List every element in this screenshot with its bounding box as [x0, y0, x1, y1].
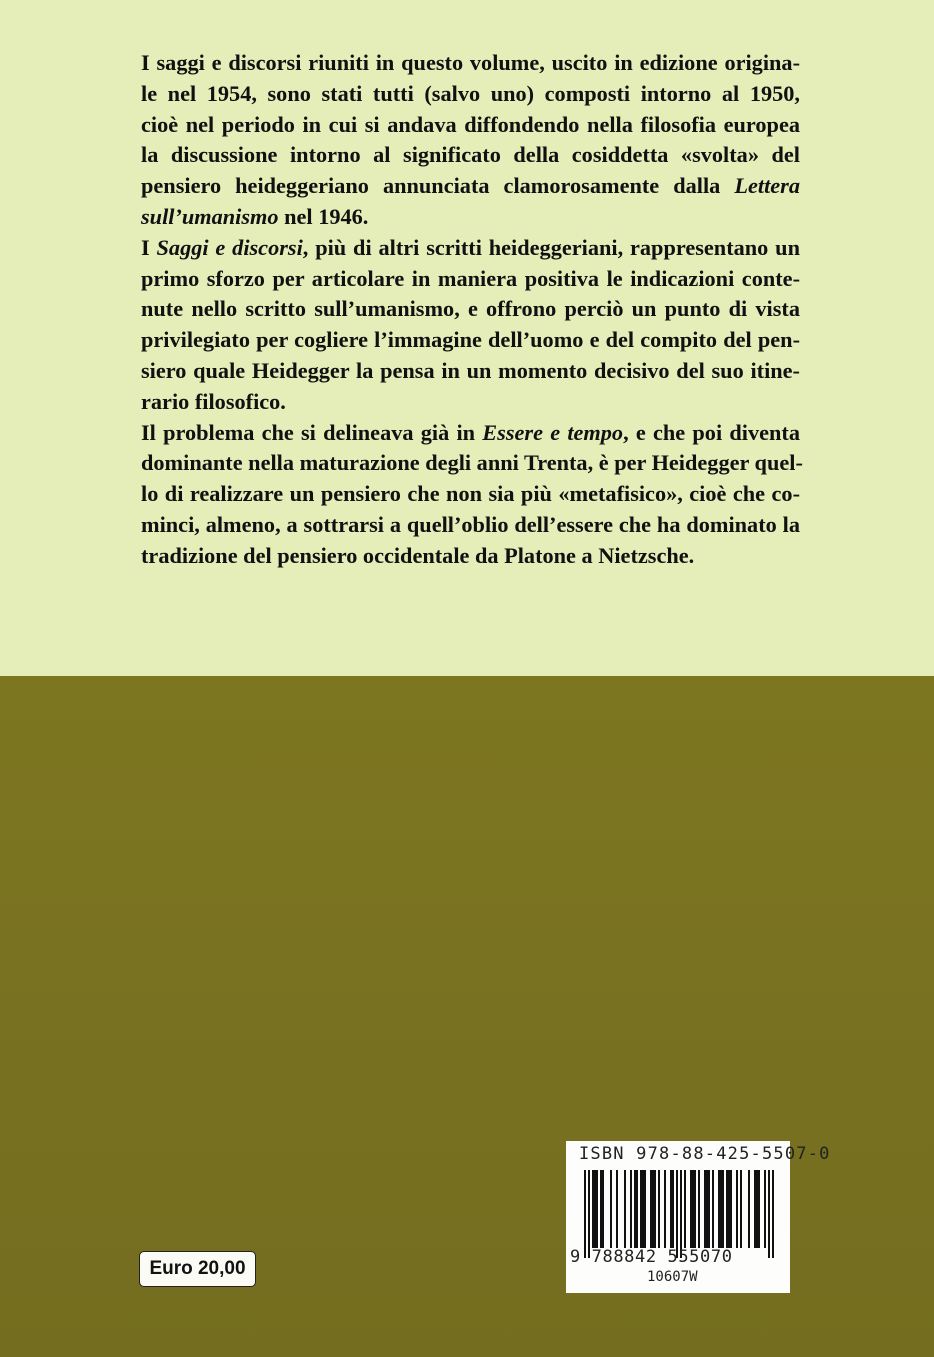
blurb-p2-line-3: nute nello scritto sull’umanismo, e offrono perciò un punto di vista: [141, 296, 800, 322]
isbn-barcode-label: [566, 1141, 831, 1293]
barcode-bar: [704, 1170, 706, 1248]
blurb-p2-line-2: primo sforzo per articolare in maniera positiva le indicazioni conte-: [141, 265, 800, 291]
barcode-bar: [708, 1170, 710, 1248]
barcode-bar: [672, 1170, 674, 1248]
blurb-p3-line-5: tradizione del pensiero occidentale da Platone a Nietzsche.: [141, 542, 695, 568]
barcode-bar: [736, 1170, 738, 1248]
barcode-bar: [694, 1170, 696, 1248]
book-title-lettera: Lettera: [734, 173, 800, 199]
isbn-number: ISBN 978-88-425-5507-0: [579, 1144, 831, 1164]
blurb-p2-line-1: [141, 233, 800, 264]
barcode-bar: [588, 1170, 590, 1258]
blurb-p3-line-1: [141, 418, 800, 449]
barcode-bar: [596, 1170, 598, 1248]
barcode-bar: [636, 1170, 638, 1248]
barcode-bar: [634, 1170, 636, 1248]
barcode-bar: [676, 1170, 678, 1258]
barcode-bar: [764, 1170, 766, 1248]
barcode-bar: [748, 1170, 750, 1248]
blurb-p1-line-6-text: nel 1946.: [278, 203, 369, 229]
barcode-bar: [600, 1170, 602, 1248]
barcode-bar: [642, 1170, 644, 1248]
barcode-bar: [740, 1170, 742, 1248]
inventory-code: 10607W: [647, 1269, 698, 1285]
blurb-p3-line-4: minci, almeno, a sottrarsi a quell’oblio dell’essere che ha dominato la: [141, 511, 800, 537]
barcode-bar: [644, 1170, 646, 1248]
blurb-p1-line-5-text: pensiero heideggeriano annunciata clamorosamente dalla: [141, 173, 735, 199]
barcode-bar: [670, 1170, 672, 1248]
barcode-bar: [616, 1170, 618, 1248]
blurb-p2-line-6: rario filosofico.: [141, 388, 286, 414]
barcode-bar: [772, 1170, 774, 1258]
barcode-bar: [584, 1170, 586, 1258]
back-cover-blurb: [141, 48, 803, 572]
barcode-bar: [640, 1170, 642, 1248]
barcode-bar: [720, 1170, 722, 1248]
book-title-essere: Essere e tempo: [482, 419, 624, 445]
barcode-bar: [698, 1170, 700, 1248]
barcode-bar: [652, 1170, 654, 1248]
barcode-bar: [718, 1170, 720, 1248]
barcode-bar: [690, 1170, 692, 1248]
blurb-p1-line-2: le nel 1954, sono stati tutti (salvo uno) composti intorno al 1950,: [141, 80, 800, 106]
blurb-p2-line-4: privilegiato per cogliere l’immagine dell’uomo e del compito del pen-: [141, 327, 800, 353]
barcode-bar: [650, 1170, 652, 1248]
barcode-bar: [624, 1170, 626, 1248]
barcode-bar: [664, 1170, 666, 1248]
barcode-bar: [692, 1170, 694, 1248]
blurb-p1-line-1: I saggi e discorsi riuniti in questo volume, uscito in edizione origina-: [141, 50, 800, 75]
blurb-p3-line-2: dominante nella maturazione degli anni Trenta, è per Heidegger quel-: [141, 450, 803, 476]
barcode-bar: [602, 1170, 604, 1248]
barcode-bar: [722, 1170, 724, 1248]
blurb-p1-line-4: la discussione intorno al significato della cosiddetta «svolta» del: [141, 142, 800, 168]
blurb-p3-line-1-end: , e che poi diventa: [623, 419, 800, 445]
price-label: Euro 20,00: [139, 1251, 256, 1287]
barcode-bar: [610, 1170, 612, 1248]
barcode-bar: [756, 1170, 758, 1248]
book-title-saggi: Saggi e discorsi: [156, 234, 303, 260]
barcode-bar: [706, 1170, 708, 1248]
blurb-p1-line-5: [141, 171, 800, 202]
barcode-bar: [654, 1170, 656, 1248]
blurb-p3-line-3: lo di realizzare un pensiero che non sia più «metafisico», cioè che co-: [141, 481, 800, 507]
blurb-p2-line-5: siero quale Heidegger la pensa in un momento decisivo del suo itine-: [141, 357, 800, 383]
barcode-bar: [728, 1170, 730, 1248]
barcode-bar: [712, 1170, 714, 1248]
barcode-bar: [594, 1170, 596, 1248]
barcode-bar: [658, 1170, 660, 1248]
blurb-p1-line-6: [141, 202, 800, 233]
barcode-bar: [730, 1170, 732, 1248]
barcode-bar: [754, 1170, 756, 1248]
barcode-bar: [768, 1170, 770, 1258]
book-title-umanismo: sull’umanismo: [141, 203, 279, 229]
barcode-bar: [592, 1170, 594, 1248]
blurb-p3-line-1-start: Il problema che si delineava già in: [141, 419, 483, 445]
barcode-bar: [684, 1170, 686, 1248]
barcode-bar: [630, 1170, 632, 1248]
barcode-bar: [680, 1170, 682, 1258]
barcode-bar: [758, 1170, 760, 1248]
blurb-p2-line-1-end: , più di altri scritti heideggeriani, rappresentano un: [302, 234, 800, 260]
barcode-digits: 9 788842 555070: [570, 1247, 733, 1267]
barcode-bar: [726, 1170, 728, 1248]
blurb-p2-line-1-start: I: [141, 234, 157, 260]
blurb-p1-line-3: cioè nel periodo in cui si andava diffondendo nella filosofia europea: [141, 111, 800, 137]
